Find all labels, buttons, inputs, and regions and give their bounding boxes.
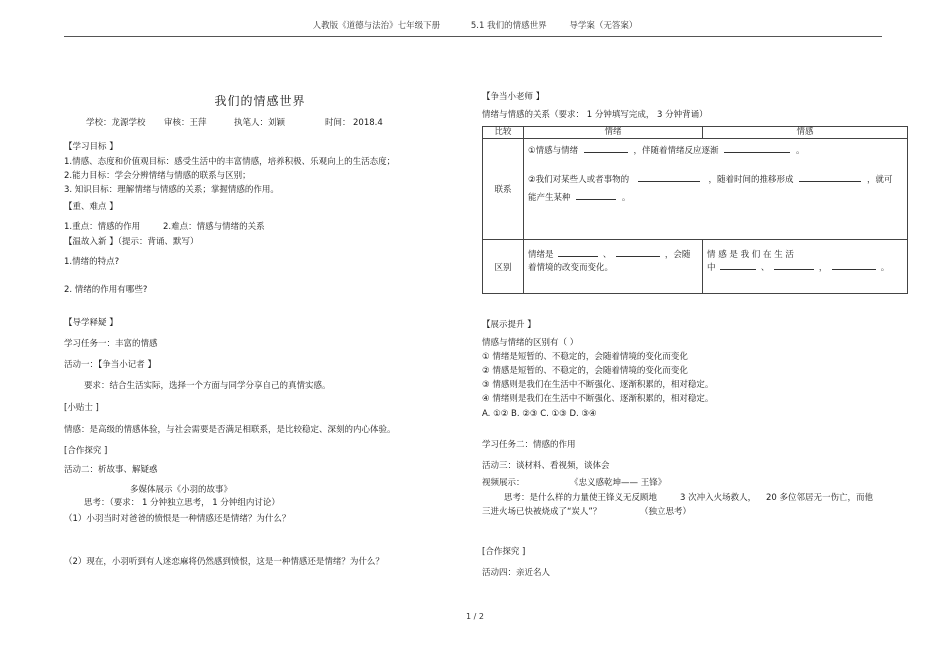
row-link-label: 联系 [483, 139, 524, 240]
question-one: （1）小羽当时对爸爸的愤恨是一种情感还是情绪？为什么？ [64, 514, 291, 524]
link-line-2: ②我们对某些人或者事物的 ，随着时间的推移形成 ，就可 [528, 175, 893, 185]
teacher-heading: 【争当小老师 】 [482, 92, 545, 102]
meta-writer: 执笔人：刘颖 [234, 118, 286, 128]
think-two-d: 三进火场已快被烧成了“炭人”？ [482, 507, 602, 517]
blank-field [720, 269, 756, 270]
think-two-b: 3 次冲入火场救人， [680, 493, 757, 503]
meta-reviewer: 审核：王萍 [164, 118, 207, 128]
task-two: 学习任务二：情感的作用 [482, 440, 576, 450]
table-header-row [483, 127, 908, 139]
goal-item: 2.能力目标：学会分辨情绪与情感的联系与区别； [64, 171, 251, 181]
coop-heading: [合作探究 ] [64, 446, 108, 456]
activity-three: 活动三：谈材料、看视频，谈体会 [482, 461, 610, 471]
activity-one-requirement: 要求：结合生活实际，选择一个方面与同学分享自己的真情实感。 [84, 381, 331, 391]
coop-heading-right: [合作探究 ] [482, 547, 526, 557]
hard-point: 2.难点：情感与情绪的关系 [163, 222, 265, 232]
blank-field [799, 181, 861, 182]
goals-heading: 【学习目标 】 [64, 142, 118, 152]
blank-field [558, 256, 598, 257]
page-number: 1 / 2 [466, 612, 484, 621]
think-two-c: 20 多位邻居无一伤亡，而他 [766, 493, 874, 503]
activity-two: 活动二：析故事、解疑惑 [64, 465, 158, 475]
blank-field [638, 181, 700, 182]
goal-item: 3. 知识目标：理解情绪与情感的关系；掌握情感的作用。 [64, 185, 279, 195]
page-title: 我们的情感世界 [214, 94, 306, 108]
think-two-a: 思考：是什么样的力量使王锋义无反顾地 [504, 493, 658, 503]
meta-school: 学校：龙源学校 [86, 118, 146, 128]
row-diff-label: 区别 [483, 240, 524, 294]
blank-field [616, 256, 660, 257]
media-display: 多媒体展示《小羽的故事》 [130, 485, 233, 495]
link-cell [524, 139, 908, 240]
goal-item: 1.情感、态度和价值观目标：感受生活中的丰富情感，培养积极、乐观向上的生活态度； [64, 157, 396, 167]
task-one: 学习任务一：丰富的情感 [64, 339, 158, 349]
meta-time-label: 时间： [325, 118, 351, 128]
think-two-e: （独立思考） [640, 507, 692, 517]
blank-field [774, 269, 814, 270]
question-two: （2）现在，小羽听到有人迷恋麻将仍然感到愤恨，这是一种情感还是情绪？为什么？ [64, 557, 384, 567]
diff-feeling-cell: 情 感 是 我 们 在 生 活 中 、 ， 。 [703, 240, 908, 294]
tip-text: 情感：是高级的情感体验，与社会需要是否满足相联系，是比较稳定、深刻的内心体验。 [64, 425, 396, 435]
activity-four: 活动四：亲近名人 [482, 568, 551, 578]
tip-heading: [小贴士 ] [64, 403, 99, 413]
guide-heading: 【导学释疑 】 [64, 318, 118, 328]
meta-time-value: 2018.4 [353, 118, 383, 128]
relation-requirement: 情绪与情感的关系（要求： 1 分钟填写完成， 3 分钟背诵） [482, 110, 708, 120]
blank-field [584, 152, 628, 153]
col-compare: 比较 [483, 127, 524, 139]
header-type: 导学案（无答案） [569, 21, 638, 31]
review-question: 2. 情绪的作用有哪些? [64, 285, 148, 295]
blank-field [724, 152, 790, 153]
show-question: 情感与情绪的区别有（ ） [482, 338, 579, 348]
header-rule [64, 36, 882, 37]
video-label: 视频展示： [482, 478, 525, 488]
key-point: 1.重点：情感的作用 [64, 222, 141, 232]
header-lesson: 5.1 我们的情感世界 [470, 21, 547, 31]
show-option: ④ 情绪则是我们在生活中不断强化、逐渐积累的，相对稳定。 [482, 394, 714, 404]
show-option: ② 情感是短暂的、不稳定的，会随着情境的变化而变化 [482, 366, 688, 376]
link-line-3: 能产生某种 。 [528, 193, 631, 203]
review-question: 1.情绪的特点? [64, 257, 120, 267]
diff-emotion-cell: 情绪是 、 ，会随 着情境的改变而变化。 [524, 240, 703, 294]
show-choices: A. ①② B. ②③ C. ①③ D. ③④ [482, 409, 597, 419]
col-emotion: 情绪 [524, 127, 703, 139]
key-heading: 【重、难点 】 [64, 202, 118, 212]
show-option: ③ 情感则是我们在生活中不断强化、逐渐积累的，相对稳定。 [482, 380, 714, 390]
show-heading: 【展示提升 】 [482, 320, 536, 330]
page-header [0, 19, 950, 31]
blank-field [832, 269, 876, 270]
link-line-1: ①情感与情绪 ，伴随着情绪反应逐渐 。 [528, 146, 805, 156]
table-row-diff [483, 240, 908, 294]
activity-one: 活动一：【争当小记者 】 [64, 360, 156, 370]
comparison-table [482, 126, 908, 294]
col-feeling: 情感 [703, 127, 908, 139]
show-option: ① 情绪是短暂的、不稳定的，会随着情境的变化而变化 [482, 352, 688, 362]
blank-field [576, 199, 616, 200]
think-requirement: 思考：（要求： 1 分钟独立思考， 1 分钟组内讨论） [84, 498, 280, 508]
review-heading: 【温故入新 】（提示：背诵、默写） [64, 237, 199, 247]
header-book: 人教版《道德与法治》七年级下册 [312, 21, 441, 31]
video-title: 《忠义感乾坤—— 王锋》 [570, 478, 667, 488]
table-row-link [483, 139, 908, 240]
